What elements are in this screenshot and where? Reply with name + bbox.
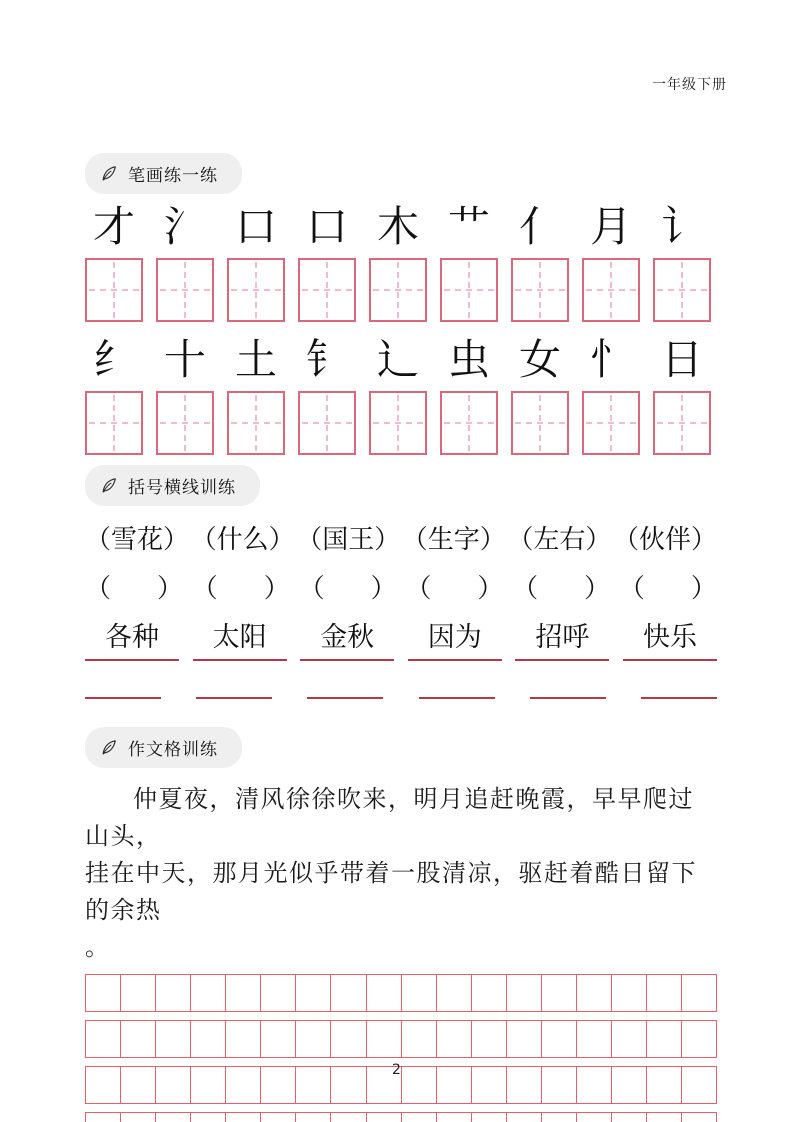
page-content	[85, 153, 717, 1122]
section-header-brackets	[85, 465, 260, 506]
guide-v-line	[610, 395, 612, 451]
grid-cell	[367, 1113, 402, 1122]
grid-cell	[507, 1021, 542, 1057]
grid-cell	[647, 1113, 682, 1122]
grid-cell	[191, 975, 226, 1011]
grid-cell	[577, 1021, 612, 1057]
grid-cell	[577, 975, 612, 1011]
guide-v-line	[113, 395, 115, 451]
practice-box	[227, 258, 285, 322]
close-paren: ）	[477, 574, 504, 604]
practice-box	[582, 391, 640, 455]
paragraph-line: 。	[85, 933, 111, 961]
grid-cell	[156, 1113, 191, 1122]
bracket-word: （国王）	[296, 525, 401, 555]
blank-underline	[641, 697, 717, 699]
guide-v-line	[184, 262, 186, 318]
practice-box-row	[85, 258, 717, 322]
grid-cell	[612, 975, 647, 1011]
grid-cell	[191, 1021, 226, 1057]
practice-box	[85, 391, 143, 455]
grid-cell	[86, 1021, 121, 1057]
blank-underline	[307, 697, 383, 699]
guide-v-line	[468, 395, 470, 451]
grid-cell	[226, 1021, 261, 1057]
blank-underline	[419, 697, 495, 699]
stroke-char: 虫	[447, 335, 490, 384]
grid-cell	[331, 1021, 366, 1057]
grid-cell	[121, 975, 156, 1011]
stroke-char: 辶	[376, 335, 419, 384]
empty-bracket	[85, 568, 183, 605]
guide-v-line	[255, 262, 257, 318]
underline-words-row	[85, 615, 717, 661]
section-title: 笔画练一练	[128, 166, 218, 186]
practice-box	[85, 258, 143, 322]
grid-cell	[682, 1113, 716, 1122]
grid-cell	[507, 975, 542, 1011]
grid-cell	[612, 1113, 647, 1122]
quill-icon	[100, 477, 118, 495]
grid-cell	[437, 975, 472, 1011]
grid-cell	[261, 1113, 296, 1122]
blank-underline	[530, 697, 606, 699]
close-paren: ）	[690, 574, 717, 604]
guide-v-line	[113, 262, 115, 318]
grid-cell	[437, 1113, 472, 1122]
underlined-word: 因为	[408, 615, 502, 661]
grid-cell	[156, 975, 191, 1011]
guide-v-line	[539, 262, 541, 318]
composition-paragraph	[85, 781, 717, 966]
grid-cell	[86, 975, 121, 1011]
open-paren: （	[512, 574, 539, 604]
stroke-char-row	[85, 331, 717, 389]
open-paren: （	[191, 574, 218, 604]
guide-v-line	[326, 262, 328, 318]
grid-cell	[647, 975, 682, 1011]
empty-bracket	[619, 568, 717, 605]
grid-cell	[402, 975, 437, 1011]
stroke-char: 口	[305, 202, 348, 251]
grid-cell	[296, 1113, 331, 1122]
grid-cell	[402, 1021, 437, 1057]
grid-row	[85, 1112, 717, 1122]
composition-grid	[85, 974, 717, 1122]
stroke-char: 氵	[163, 202, 206, 251]
bracket-line-section	[85, 465, 717, 699]
grid-cell	[156, 1021, 191, 1057]
stroke-char: 才	[92, 202, 135, 251]
stroke-char: 土	[234, 335, 277, 384]
stroke-char: 月	[589, 202, 632, 251]
underlined-word: 太阳	[193, 615, 287, 661]
open-paren: （	[405, 574, 432, 604]
practice-box-row	[85, 391, 717, 455]
stroke-char: 口	[234, 202, 277, 251]
grid-cell	[507, 1113, 542, 1122]
practice-box	[298, 258, 356, 322]
grid-cell	[402, 1113, 437, 1122]
close-paren: ）	[584, 574, 611, 604]
stroke-char: 木	[376, 202, 419, 251]
empty-underlines-row	[85, 697, 717, 699]
guide-v-line	[610, 262, 612, 318]
open-paren: （	[85, 574, 112, 604]
close-paren: ）	[157, 574, 184, 604]
stroke-char: 纟	[92, 335, 135, 384]
grid-cell	[367, 975, 402, 1011]
empty-bracket	[512, 568, 610, 605]
underlined-word: 招呼	[515, 615, 609, 661]
grid-cell	[226, 975, 261, 1011]
grid-cell	[472, 975, 507, 1011]
practice-box	[511, 258, 569, 322]
stroke-char-row	[85, 198, 717, 256]
practice-box	[156, 258, 214, 322]
grid-row	[85, 1020, 717, 1058]
section-header-strokes	[85, 153, 242, 194]
grid-cell	[542, 1021, 577, 1057]
practice-box	[440, 258, 498, 322]
grid-cell	[612, 1021, 647, 1057]
bracket-words-row	[85, 519, 717, 556]
bracket-word: （雪花）	[85, 525, 190, 555]
stroke-char: 日	[660, 335, 703, 384]
grid-cell	[647, 1021, 682, 1057]
practice-box	[511, 391, 569, 455]
bracket-word: （什么）	[190, 525, 295, 555]
section-title: 作文格训练	[128, 740, 218, 760]
grid-cell	[226, 1113, 261, 1122]
practice-box	[582, 258, 640, 322]
quill-icon	[100, 165, 118, 183]
blank-underline	[85, 697, 161, 699]
practice-box	[369, 258, 427, 322]
stroke-char: 忄	[589, 335, 632, 384]
guide-v-line	[681, 395, 683, 451]
bracket-word: （生字）	[401, 525, 506, 555]
practice-box	[156, 391, 214, 455]
open-paren: （	[618, 574, 645, 604]
grid-cell	[191, 1113, 226, 1122]
bracket-word: （左右）	[507, 525, 612, 555]
stroke-rows	[85, 198, 717, 455]
grid-cell	[437, 1021, 472, 1057]
grid-cell	[472, 1021, 507, 1057]
stroke-practice-section	[85, 153, 717, 455]
guide-v-line	[468, 262, 470, 318]
practice-box	[369, 391, 427, 455]
stroke-char: 讠	[660, 202, 703, 251]
underlined-word: 快乐	[623, 615, 717, 661]
grid-cell	[331, 1113, 366, 1122]
empty-brackets-row	[85, 568, 717, 605]
section-title: 括号横线训练	[128, 478, 236, 498]
open-paren: （	[298, 574, 325, 604]
edition-label: 一年级下册	[652, 77, 727, 93]
grid-cell	[577, 1113, 612, 1122]
close-paren: ）	[263, 574, 290, 604]
empty-bracket	[299, 568, 397, 605]
stroke-char: 钅	[305, 335, 348, 384]
grid-cell	[542, 1113, 577, 1122]
grid-cell	[296, 975, 331, 1011]
guide-v-line	[539, 395, 541, 451]
grid-cell	[682, 975, 716, 1011]
paragraph-line: 挂在中天，那月光似乎带着一股清凉，驱赶着酷日留下的余热	[85, 859, 697, 924]
bracket-word: （伙伴）	[612, 525, 717, 555]
empty-bracket	[405, 568, 503, 605]
stroke-char: 女	[518, 335, 561, 384]
page-number: 2	[392, 1062, 401, 1078]
practice-box	[653, 258, 711, 322]
grid-cell	[542, 975, 577, 1011]
blank-underline	[196, 697, 272, 699]
grid-cell	[121, 1021, 156, 1057]
grid-cell	[261, 1021, 296, 1057]
grid-cell	[296, 1021, 331, 1057]
guide-v-line	[397, 262, 399, 318]
grid-cell	[472, 1113, 507, 1122]
grid-cell	[331, 975, 366, 1011]
practice-box	[653, 391, 711, 455]
grid-row	[85, 974, 717, 1012]
grid-cell	[121, 1113, 156, 1122]
guide-v-line	[326, 395, 328, 451]
guide-v-line	[681, 262, 683, 318]
stroke-char: 亻	[518, 202, 561, 251]
underlined-word: 各种	[85, 615, 179, 661]
empty-bracket	[192, 568, 290, 605]
quill-icon	[100, 739, 118, 757]
close-paren: ）	[370, 574, 397, 604]
practice-box	[440, 391, 498, 455]
underlined-word: 金秋	[300, 615, 394, 661]
paragraph-line: 仲夏夜，清风徐徐吹来，明月追赶晚霞，早早爬过山头，	[85, 785, 694, 850]
grid-cell	[86, 1113, 121, 1122]
stroke-char: 十	[163, 335, 206, 384]
stroke-char: 艹	[447, 202, 490, 251]
practice-box	[298, 391, 356, 455]
practice-box	[227, 391, 285, 455]
guide-v-line	[255, 395, 257, 451]
section-header-composition	[85, 727, 242, 768]
grid-cell	[682, 1021, 716, 1057]
guide-v-line	[397, 395, 399, 451]
grid-cell	[261, 975, 296, 1011]
guide-v-line	[184, 395, 186, 451]
grid-cell	[367, 1021, 402, 1057]
